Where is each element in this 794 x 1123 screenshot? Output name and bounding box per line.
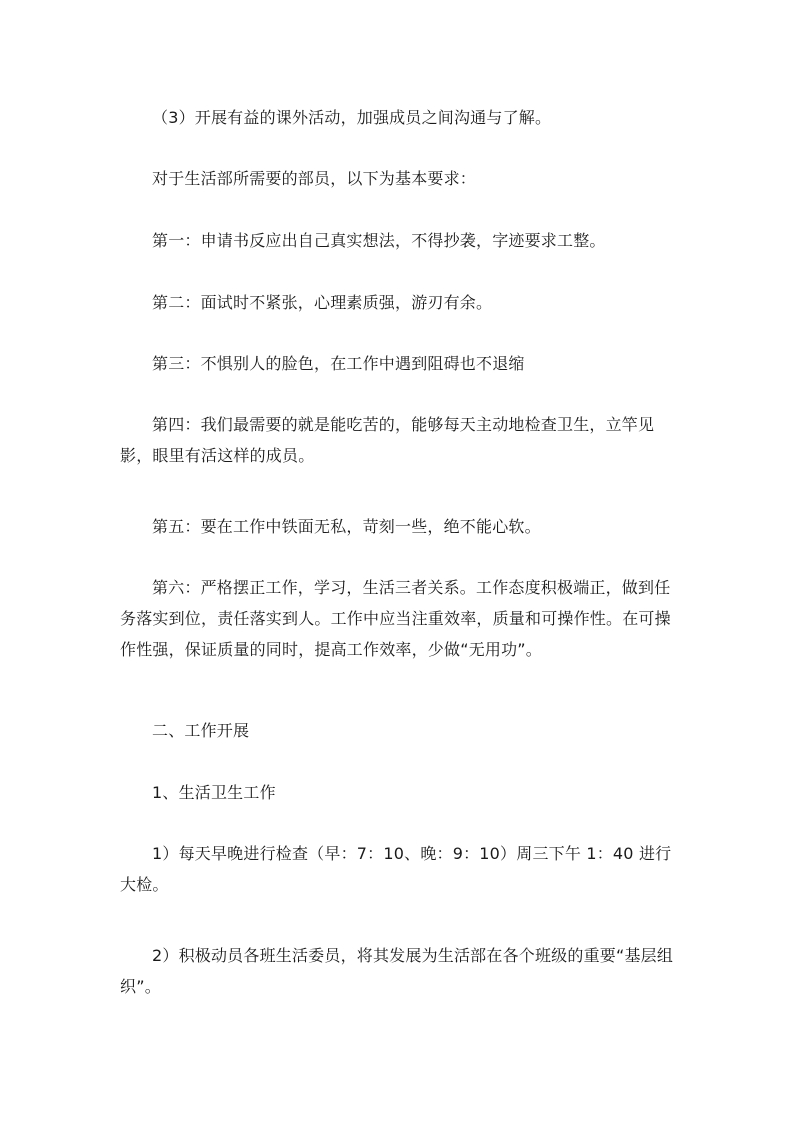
paragraph-requirement-5: 第五：要在工作中铁面无私，苛刻一些，绝不能心软。 [152, 517, 541, 536]
paragraph-requirements-intro: 对于生活部所需要的部员，以下为基本要求： [152, 169, 477, 188]
paragraph-hygiene-2: 2）积极动员各班生活委员，将其发展为生活部在各个班级的重要“基层组织”。 [120, 946, 674, 996]
paragraph-requirement-1: 第一：申请书反应出自己真实想法，不得抄袭，字迹要求工整。 [152, 231, 606, 250]
subsection-heading-hygiene: 1、生活卫生工作 [152, 783, 276, 802]
paragraph-hygiene-1: 1）每天早晚进行检查（早：7：10、晚：9：10）周三下午 1：40 进行大检。 [120, 844, 672, 894]
paragraph-activities: （3）开展有益的课外活动，加强成员之间沟通与了解。 [152, 108, 552, 127]
paragraph-requirement-4: 第四：我们最需要的就是能吃苦的，能够每天主动地检查卫生，立竿见影，眼里有活这样的成员。 [120, 415, 655, 465]
section-heading-work: 二、工作开展 [152, 721, 250, 740]
paragraph-requirement-2: 第二：面试时不紧张，心理素质强，游刃有余。 [152, 293, 493, 312]
paragraph-requirement-6: 第六：严格摆正工作，学习，生活三者关系。工作态度积极端正，做到任务落实到位，责任落实到人。工作中应当注重效率，质量和可操作性。在可操作性强，保证质量的同时，提高工作效率，少做“无用功”。 [120, 578, 671, 659]
paragraph-requirement-3: 第三：不惧别人的脸色，在工作中遇到阻碍也不退缩 [152, 354, 525, 373]
